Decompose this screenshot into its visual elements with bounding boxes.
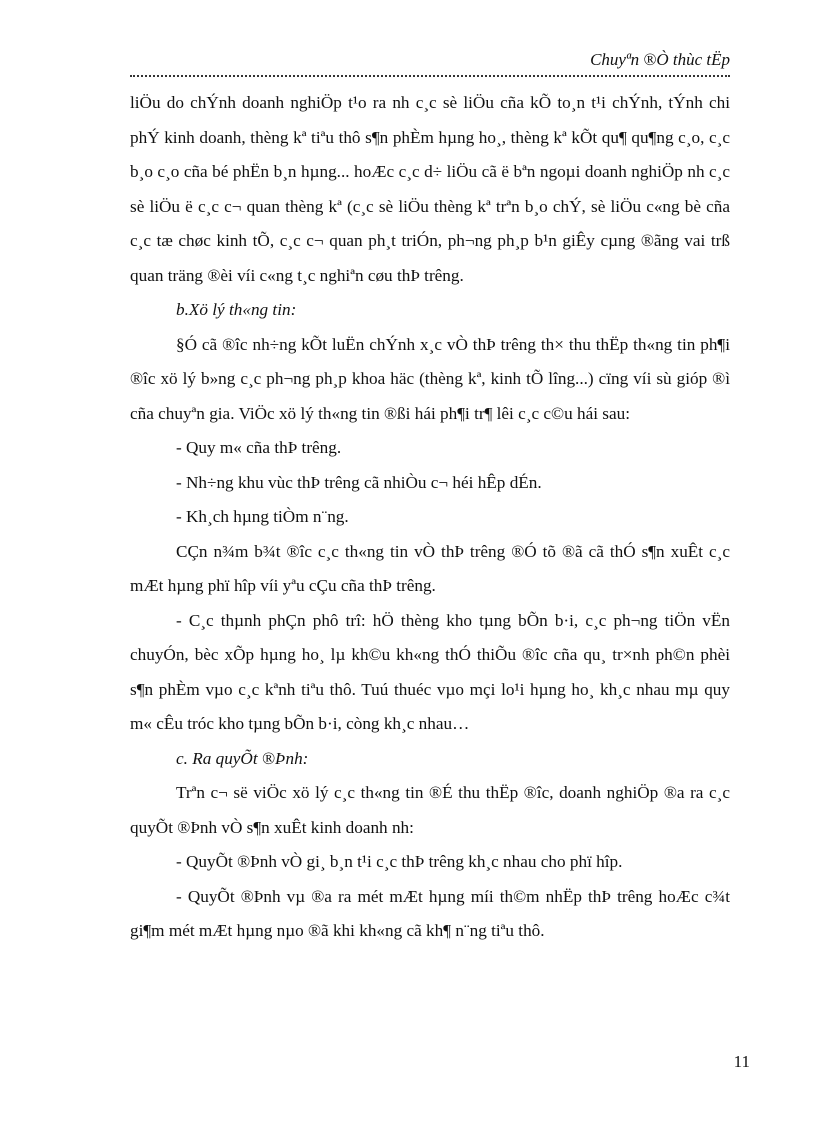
section-heading: b.Xö lý th«ng tin: (176, 300, 297, 319)
list-item: - QuyÕt ®Þnh vµ ®a ra mét mÆt hµng míi th©m nhËp thÞ trêng hoÆc c¾t gi¶m mét mÆt hµng nµo ®ã khi kh«ng cã kh¶ n¨ng tiªu thô. (130, 886, 730, 940)
list-item: - QuyÕt ®Þnh vÒ gi¸ b¸n t¹i c¸c thÞ trêng kh¸c nhau cho phï hîp. (176, 852, 623, 871)
running-header: Chuyªn ®Ò thùc tËp (590, 50, 730, 69)
list-item: - C¸c thµnh phÇn phô trî: hÖ thèng kho tµng bÕn b·i, c¸c ph¬ng tiÖn vËn chuyÓn, bèc xÕp hµng ho¸ lµ kh©u kh«ng thÓ thiÕu ®îc cña qu¸ tr×nh ph©n phèi s¶n phÈm vµo c¸c kªnh tiªu thô. Tuú thuéc vµo mçi lo¹i hµng ho¸ kh¸c nhau mµ quy m« cÊu tróc kho tµng bÕn b·i, còng kh¸c nhau… (130, 610, 730, 733)
section-heading: c. Ra quyÕt ®Þnh: (176, 748, 309, 768)
list-item: - Kh¸ch hµng tiÒm n¨ng. (176, 507, 349, 526)
header-divider (130, 75, 730, 77)
paragraph: §Ó cã ®îc nh÷ng kÕt luËn chÝnh x¸c vÒ thÞ trêng th× thu thËp th«ng tin ph¶i ®îc xö lý b»ng c¸c ph¬ng ph¸p khoa häc (thèng kª, kinh tÕ lîng...) cïng víi sù gióp ®ì cña chuyªn gia. ViÖc xö lý th«ng tin ®ßi hái ph¶i tr¶ lêi c¸c c©u hái sau: (130, 334, 730, 423)
page-body (130, 86, 730, 949)
paragraph: Trªn c¬ së viÖc xö lý c¸c th«ng tin ®É thu thËp ®îc, doanh nghiÖp ®a ra c¸c quyÕt ®Þnh vÒ s¶n xuÊt kinh doanh nh: (130, 783, 730, 837)
list-item: - Nh÷ng khu vùc thÞ trêng cã nhiÒu c¬ héi hÊp dÉn. (176, 472, 542, 492)
paragraph: CÇn n¾m b¾t ®îc c¸c th«ng tin vÒ thÞ trêng ®Ó tõ ®ã cã thÓ s¶n xuÊt c¸c mÆt hµng phï hîp víi yªu cÇu cña thÞ trêng. (130, 541, 730, 595)
page-number: 11 (733, 1052, 750, 1071)
paragraph: liÖu do chÝnh doanh nghiÖp t¹o ra nh c¸c sè liÖu cña kÕ to¸n t¹i chÝnh, tÝnh chi phÝ kinh doanh, thèng kª tiªu thô s¶n phÈm hµng ho¸, thèng kª kÕt qu¶ qu¶ng c¸o, c¸c b¸o c¸o cña bé phËn b¸n hµng... hoÆc c¸c d÷ liÖu cã ë bªn ngoµi doanh nghiÖp nh c¸c sè liÖu ë c¸c c¬ quan thèng kª (c¸c sè liÖu thèng kª trªn b¸o chÝ, sè liÖu c«ng bè cña c¸c tæ chøc kinh tÕ, c¸c c¬ quan ph¸t triÓn, ph¬ng ph¸p b¹n giÊy cµng ®ãng vai trß quan träng ®èi víi c«ng t¸c nghiªn cøu thÞ trêng. (130, 93, 730, 285)
list-item: - Quy m« cña thÞ trêng. (176, 438, 342, 457)
